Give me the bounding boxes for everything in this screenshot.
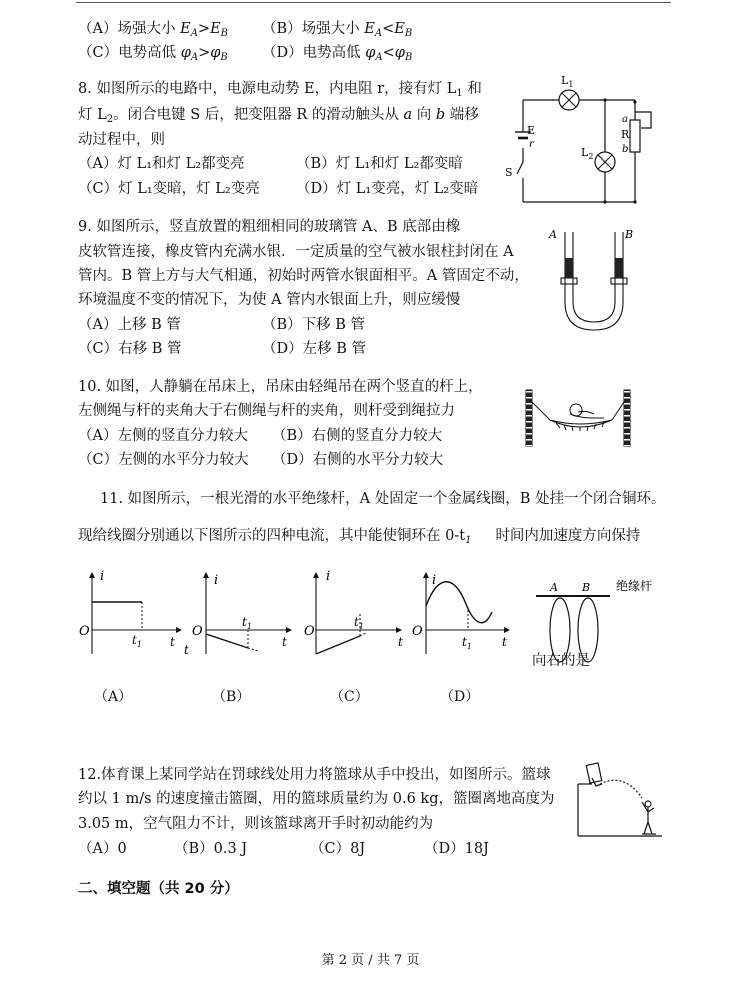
- q11-a-o-label: O: [79, 624, 90, 639]
- q10-option-c: （C）左侧的水平分力较大: [78, 452, 249, 468]
- q8-option-c: （C）灯 L₁变暗，灯 L₂变亮: [78, 181, 260, 197]
- q11-d-t1-label: $t_1$: [462, 635, 472, 651]
- q10-option-d: （D）右侧的水平分力较大: [272, 452, 444, 468]
- q9-line-3: 管内。B 管上方与大气相通，初始时两管水银面相平。A 管固定不动，: [78, 268, 529, 284]
- q11-a-t-label: t: [170, 635, 175, 649]
- q11-caption-a: （A）: [94, 689, 133, 705]
- q11-caption-d: （D）: [440, 689, 480, 705]
- q8-fig-l2-label: $L_2$: [581, 146, 594, 161]
- q11-graph-b: [182, 570, 292, 660]
- q8-option-d: （D）灯 L₁变亮，灯 L₂变暗: [296, 181, 479, 197]
- q7-option-b: （B）场强大小 $E_A<E_B$: [262, 21, 413, 39]
- q11-b-t1-label: $t_1$: [242, 615, 252, 631]
- q7-option-d: （D）电势高低 $\varphi_A<\varphi_B$: [262, 45, 413, 63]
- q7-option-a: （A）场强大小 $E_A>E_B$: [78, 21, 229, 39]
- q7-option-c: （C）电势高低 $\varphi_A>\varphi_B$: [78, 45, 228, 63]
- q10-line-1: 10. 如图，人静躺在吊床上，吊床由轻绳吊在两个竖直的杆上，: [78, 379, 483, 395]
- q12-option-a: （A）0: [78, 841, 127, 857]
- q8-line-1: 8. 如图所示的电路中，电源电动势 E，内电阻 r，接有灯 $L_1$ 和: [78, 81, 482, 99]
- q8-option-b: （B）灯 L₁和灯 L₂都变暗: [296, 156, 463, 172]
- q8-fig-s-label: S: [505, 166, 513, 179]
- q9-tube-diagram: [545, 222, 645, 342]
- q12-option-b: （B）0.3 J: [174, 841, 248, 857]
- q8-fig-b-label: b: [622, 144, 629, 155]
- q8-fig-e-label: E: [527, 124, 536, 137]
- q11-graph-a: [76, 570, 186, 660]
- q8-option-a: （A）灯 L₁和灯 L₂都变亮: [78, 156, 245, 172]
- q11-c-t1-label: $t_1$: [354, 615, 364, 631]
- q11-d-o-label: O: [412, 624, 423, 639]
- q8-line-2: 灯 $L_2$。闭合电键 S 后，把变阻器 R 的滑动触头从 a 向 b 端移: [78, 107, 479, 125]
- q11-graph-d: [408, 570, 518, 660]
- q9-option-d: （D）左移 B 管: [262, 341, 367, 357]
- q11-b-t-label: t: [282, 635, 287, 649]
- q10-line-2: 左侧绳与杆的夹角大于右侧绳与杆的夹角，则杆受到绳拉力: [78, 403, 455, 419]
- q11-c-t-label: t: [398, 635, 403, 649]
- q9-option-c: （C）右移 B 管: [78, 341, 182, 357]
- q9-line-4: 环境温度不变的情况下，为使 A 管内水银面上升，则应缓慢: [78, 292, 461, 308]
- q11-b-i-label: i: [214, 573, 219, 588]
- page-footer: 第 2 页 / 共 7 页: [321, 953, 420, 968]
- q11-c-i-label: i: [326, 569, 331, 584]
- q12-option-c: （C）8J: [310, 841, 366, 857]
- section-heading: 二、填空题（共 20 分）: [78, 881, 239, 897]
- q11-caption-b: （B）: [212, 689, 251, 705]
- q11-graph-c: [300, 570, 410, 660]
- q9-line-1: 9. 如图所示，竖直放置的粗细相同的玻璃管 A、B 底部由橡: [78, 219, 461, 235]
- q9-option-a: （A）上移 B 管: [78, 317, 181, 333]
- q10-option-b: （B）右侧的竖直分力较大: [272, 428, 443, 444]
- q10-option-a: （A）左侧的竖直分力较大: [78, 428, 248, 444]
- header-rule: [76, 2, 671, 3]
- q8-circuit-diagram: [505, 70, 665, 210]
- q12-option-d: （D）18J: [424, 841, 489, 857]
- q11-fig-a-label: A: [550, 581, 558, 594]
- q8-fig-r-label: r: [529, 139, 534, 150]
- q8-fig-r-rheostat-label: R: [621, 128, 630, 141]
- q10-hammock-diagram: [520, 388, 640, 448]
- q11-fig-rod-label: 绝缘杆: [616, 579, 653, 593]
- q11-c-o-label: O: [304, 624, 315, 639]
- q9-fig-b-label: B: [625, 228, 634, 241]
- q12-basketball-diagram: [572, 760, 672, 842]
- q11-tail-text: 向右的是: [532, 653, 590, 669]
- q11-b-o-label: O: [192, 624, 203, 639]
- q11-line-2: 现给线圈分别通以下图所示的四种电流，其中能使铜环在 $0-t_1$ 时间内加速度方向保持: [78, 528, 641, 546]
- q12-line-3: 3.05 m，空气阻力不计，则该篮球离开手时初动能约为: [78, 816, 434, 832]
- q9-fig-a-label: A: [549, 228, 557, 241]
- q11-b-t-lower-label: t: [184, 643, 189, 657]
- q11-a-t1-label: $t_1$: [132, 633, 142, 649]
- q9-option-b: （B）下移 B 管: [262, 317, 366, 333]
- q9-line-2: 皮软管连接，橡皮管内充满水银．一定质量的空气被水银柱封闭在 A: [78, 244, 514, 260]
- q12-line-1: 12.体育课上某同学站在罚球线处用力将篮球从手中投出，如图所示。篮球: [78, 767, 551, 783]
- q11-d-i-label: i: [432, 573, 437, 588]
- q11-a-i-label: i: [100, 569, 105, 584]
- q8-fig-a-label: a: [622, 114, 628, 125]
- q8-line-3: 动过程中，则: [78, 132, 165, 148]
- q11-fig-b-label: B: [582, 581, 591, 594]
- q11-line-1: 11. 如图所示，一根光滑的水平绝缘杆，A 处固定一个金属线圈，B 处挂一个闭合铜环。: [100, 491, 666, 507]
- q8-fig-l1-label: $L_1$: [561, 74, 574, 89]
- q11-caption-c: （C）: [330, 689, 369, 705]
- q12-line-2: 约以 1 m/s 的速度撞击篮圈，用的篮球质量约为 0.6 kg，篮圈离地高度为: [78, 791, 555, 807]
- q11-d-t-label: t: [502, 635, 507, 649]
